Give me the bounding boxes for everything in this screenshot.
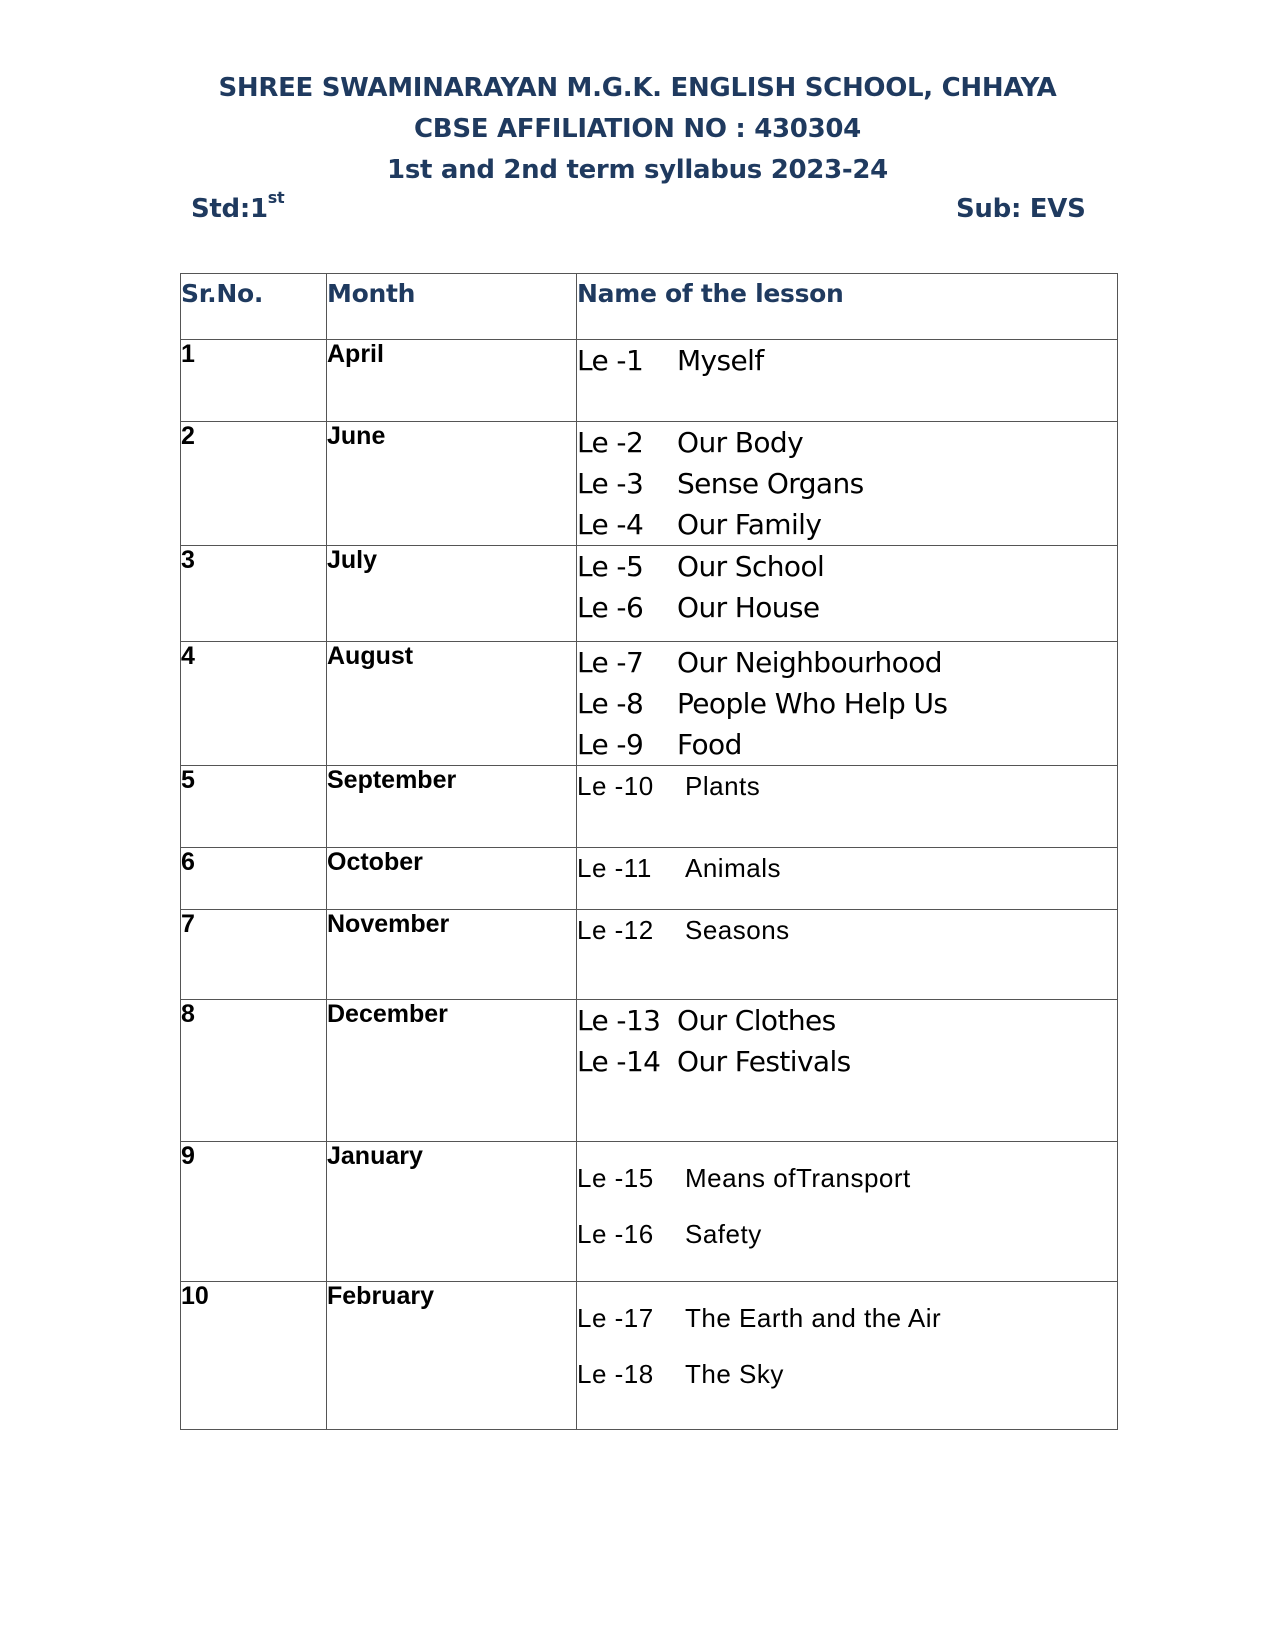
lesson-name: Safety: [685, 1219, 762, 1249]
sr-no-cell: 2: [181, 422, 327, 546]
lesson-number: Le -18: [577, 1359, 654, 1389]
lessons-cell: [577, 642, 1118, 766]
lesson-name: Seasons: [685, 915, 790, 945]
standard-suffix: st: [267, 188, 285, 207]
lesson-name: The Earth and the Air: [685, 1303, 942, 1333]
lessons-cell: [577, 1282, 1118, 1430]
month-cell: April: [327, 340, 577, 422]
month-cell: February: [327, 1282, 577, 1430]
lesson-name: People Who Help Us: [677, 687, 948, 720]
lesson-item: [577, 1041, 1117, 1082]
lesson-number: Le -4: [577, 508, 644, 541]
table-row: [181, 1000, 1118, 1142]
lesson-name: Myself: [677, 344, 764, 377]
school-name: SHREE SWAMINARAYAN M.G.K. ENGLISH SCHOOL, CHHAYA: [218, 73, 1057, 103]
syllabus-table: [180, 273, 1118, 1430]
lesson-number: Le -15: [577, 1163, 654, 1193]
month-cell: August: [327, 642, 577, 766]
lessons-cell: [577, 1000, 1118, 1142]
table-row: [181, 422, 1118, 546]
lesson-number: Le -2: [577, 426, 644, 459]
table-row: [181, 642, 1118, 766]
lessons-cell: [577, 910, 1118, 1000]
lesson-number: Le -13: [577, 1004, 661, 1037]
column-header-lesson: Name of the lesson: [577, 274, 1118, 340]
column-header-sr-no: Sr.No.: [181, 274, 327, 340]
lessons-cell: [577, 340, 1118, 422]
lesson-item: [577, 587, 1117, 628]
month-cell: September: [327, 766, 577, 848]
sr-no-cell: 10: [181, 1282, 327, 1430]
lesson-item: [577, 340, 1117, 381]
sr-no-cell: 5: [181, 766, 327, 848]
lessons-cell: [577, 766, 1118, 848]
affiliation-number: CBSE AFFILIATION NO : 430304: [414, 114, 861, 144]
lessons-cell: [577, 422, 1118, 546]
lesson-number: Le -6: [577, 591, 644, 624]
lesson-number: Le -3: [577, 467, 644, 500]
lesson-item: [577, 546, 1117, 587]
lessons-cell: [577, 546, 1118, 642]
lesson-name: Our Body: [677, 426, 804, 459]
month-cell: October: [327, 848, 577, 910]
sr-no-cell: 3: [181, 546, 327, 642]
table-row: [181, 766, 1118, 848]
lesson-item: [577, 1290, 1117, 1346]
sr-no-cell: 9: [181, 1142, 327, 1282]
lesson-item: [577, 766, 1117, 807]
month-cell: November: [327, 910, 577, 1000]
lesson-name: Our Neighbourhood: [677, 646, 942, 679]
lesson-item: [577, 848, 1117, 889]
lesson-number: Le -10: [577, 771, 654, 801]
table-row: [181, 1282, 1118, 1430]
lesson-item: [577, 504, 1117, 545]
lesson-name: Plants: [685, 771, 761, 801]
sr-no-cell: 7: [181, 910, 327, 1000]
month-cell: July: [327, 546, 577, 642]
table-row: [181, 546, 1118, 642]
lesson-number: Le -11: [577, 853, 652, 883]
lessons-cell: [577, 1142, 1118, 1282]
lesson-item: [577, 463, 1117, 504]
lesson-number: Le -9: [577, 728, 644, 761]
subject-label: Sub: EVS: [956, 194, 1086, 224]
month-cell: January: [327, 1142, 577, 1282]
sr-no-cell: 8: [181, 1000, 327, 1142]
lesson-item: [577, 422, 1117, 463]
lesson-item: [577, 910, 1117, 951]
lesson-number: Le -7: [577, 646, 644, 679]
lesson-name: Our Clothes: [677, 1004, 836, 1037]
lessons-cell: [577, 848, 1118, 910]
syllabus-title: 1st and 2nd term syllabus 2023-24: [387, 155, 888, 185]
lesson-name: Sense Organs: [677, 467, 864, 500]
lesson-item: [577, 642, 1117, 683]
lesson-name: The Sky: [685, 1359, 784, 1389]
lesson-name: Our House: [677, 591, 820, 624]
lesson-number: Le -8: [577, 687, 644, 720]
lesson-item: [577, 683, 1117, 724]
lesson-name: Our Family: [677, 508, 822, 541]
column-header-month: Month: [327, 274, 577, 340]
sr-no-cell: 6: [181, 848, 327, 910]
sr-no-cell: 4: [181, 642, 327, 766]
lesson-item: [577, 1206, 1117, 1262]
standard-text: Std:1: [191, 194, 268, 224]
lesson-item: [577, 1346, 1117, 1402]
table-row: [181, 1142, 1118, 1282]
table-row: [181, 910, 1118, 1000]
lesson-name: Means ofTransport: [685, 1163, 911, 1193]
table-header-row: [181, 274, 1118, 340]
lesson-name: Animals: [685, 853, 781, 883]
lesson-name: Our School: [677, 550, 825, 583]
lesson-number: Le -12: [577, 915, 654, 945]
lesson-number: Le -5: [577, 550, 644, 583]
lesson-item: [577, 1150, 1117, 1206]
month-cell: December: [327, 1000, 577, 1142]
lesson-name: Food: [677, 728, 742, 761]
lesson-item: [577, 724, 1117, 765]
sr-no-cell: 1: [181, 340, 327, 422]
standard-label: [191, 188, 285, 225]
table-row: [181, 848, 1118, 910]
lesson-number: Le -16: [577, 1219, 654, 1249]
table-row: [181, 340, 1118, 422]
lesson-number: Le -14: [577, 1045, 661, 1078]
month-cell: June: [327, 422, 577, 546]
lesson-number: Le -1: [577, 344, 644, 377]
lesson-item: [577, 1000, 1117, 1041]
lesson-number: Le -17: [577, 1303, 654, 1333]
lesson-name: Our Festivals: [677, 1045, 851, 1078]
